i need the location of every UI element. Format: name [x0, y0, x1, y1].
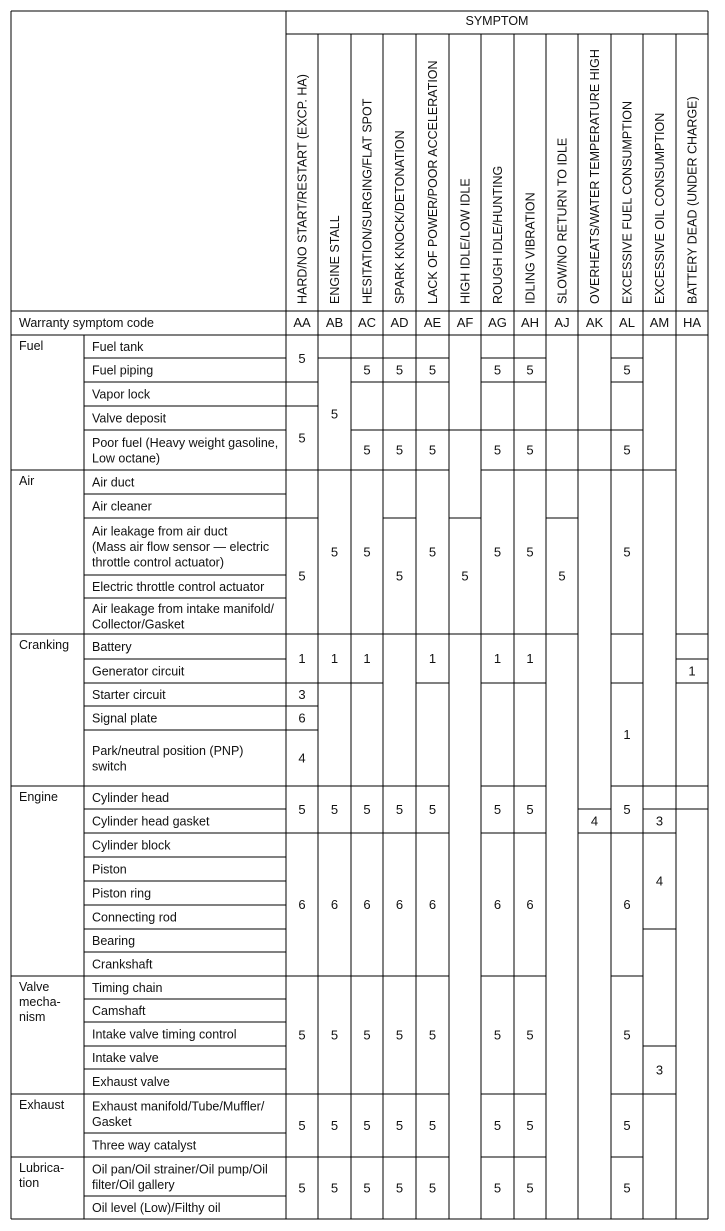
- priority-value: 6: [330, 897, 339, 912]
- priority-value: 5: [428, 442, 437, 458]
- priority-value: 5: [395, 442, 404, 458]
- priority-value: 1: [526, 651, 534, 666]
- warranty-code-label: Warranty symptom code: [19, 316, 154, 330]
- item-label: Timing chain: [92, 981, 163, 995]
- warranty-code: AD: [390, 315, 409, 330]
- priority-value: 5: [526, 544, 534, 560]
- item-label: Air leakage from intake manifold/: [92, 601, 275, 616]
- priority-value: 5: [298, 1027, 306, 1043]
- warranty-code: HA: [682, 315, 702, 330]
- priority-value: 5: [298, 351, 306, 366]
- item-label: Electric throttle control actuator: [92, 580, 265, 594]
- symptom-name: IDLING VIBRATION: [523, 192, 538, 304]
- priority-value: 5: [493, 1180, 502, 1196]
- priority-value: 5: [526, 1027, 534, 1043]
- priority-value: 5: [298, 1118, 306, 1133]
- priority-value: 5: [493, 442, 502, 458]
- priority-value: 6: [526, 897, 534, 912]
- item-label: Piston: [92, 862, 127, 877]
- priority-value: 5: [428, 362, 437, 378]
- priority-value: 5: [395, 1180, 404, 1196]
- item-label: Crankshaft: [92, 957, 153, 972]
- item-label: Low octane): [92, 451, 161, 466]
- warranty-code: AM: [649, 315, 670, 330]
- priority-value: 5: [526, 442, 534, 458]
- item-label: throttle control actuator): [92, 555, 225, 570]
- system-name: Lubrica-: [19, 1161, 65, 1175]
- system-name: Engine: [19, 790, 58, 804]
- warranty-code: AH: [520, 315, 540, 330]
- warranty-code: AA: [293, 315, 311, 330]
- priority-value: 1: [623, 727, 631, 742]
- priority-value: 5: [363, 1027, 371, 1043]
- item-label: Cylinder head: [92, 791, 170, 805]
- priority-value: 5: [395, 1118, 404, 1133]
- priority-value: 5: [395, 1027, 404, 1043]
- priority-value: 5: [395, 802, 404, 817]
- symptom-name: EXCESSIVE OIL CONSUMPTION: [653, 112, 667, 304]
- priority-value: 5: [428, 544, 437, 560]
- priority-value: 5: [428, 1118, 437, 1133]
- priority-value: 5: [493, 802, 502, 817]
- symptom-name: SPARK KNOCK/DETONATION: [393, 130, 407, 304]
- warranty-code: AL: [619, 315, 635, 330]
- system-name: Valve: [19, 980, 50, 994]
- system-name: tion: [19, 1176, 40, 1190]
- priority-value: 5: [623, 802, 631, 817]
- item-label: Air cleaner: [92, 499, 152, 514]
- item-label: Oil level (Low)/Filthy oil: [92, 1201, 221, 1215]
- item-label: Vapor lock: [92, 387, 151, 402]
- item-label: Cylinder block: [92, 838, 171, 853]
- item-label: Exhaust valve: [92, 1075, 170, 1089]
- item-label: Collector/Gasket: [92, 617, 185, 632]
- item-label: Signal plate: [92, 711, 158, 726]
- item-label: (Mass air flow sensor — electric: [92, 540, 270, 554]
- item-label: Bearing: [92, 934, 136, 948]
- priority-value: 5: [330, 1180, 339, 1196]
- priority-value: 6: [363, 897, 371, 912]
- symptom-name: ENGINE STALL: [328, 215, 342, 304]
- priority-value: 5: [461, 568, 469, 584]
- priority-value: 5: [623, 1118, 631, 1133]
- item-label: Gasket: [92, 1114, 132, 1129]
- item-label: switch: [92, 759, 127, 774]
- priority-value: 5: [298, 1180, 306, 1196]
- system-name: mecha-: [19, 995, 61, 1009]
- item-label: Park/neutral position (PNP): [92, 743, 244, 758]
- item-label: filter/Oil gallery: [92, 1177, 175, 1192]
- priority-value: 6: [298, 710, 306, 726]
- priority-value: 5: [363, 442, 371, 458]
- priority-value: 5: [363, 802, 371, 817]
- system-name: Fuel: [19, 339, 44, 353]
- warranty-code: AK: [585, 315, 604, 330]
- item-label: Oil pan/Oil strainer/Oil pump/Oil: [92, 1162, 268, 1177]
- item-label: Valve deposit: [92, 411, 167, 426]
- priority-value: 6: [623, 897, 631, 912]
- priority-value: 5: [428, 802, 437, 817]
- priority-value: 5: [526, 1180, 534, 1196]
- priority-value: 5: [298, 430, 306, 446]
- item-label: Starter circuit: [92, 688, 166, 702]
- priority-value: 5: [298, 568, 306, 584]
- priority-value: 6: [428, 897, 437, 912]
- priority-value: 5: [526, 1118, 534, 1133]
- symptom-heading: SYMPTOM: [465, 14, 529, 28]
- symptom-name: LACK OF POWER/POOR ACCELERATION: [426, 60, 440, 304]
- priority-value: 3: [655, 813, 664, 829]
- item-label: Connecting rod: [92, 910, 177, 925]
- priority-value: 5: [363, 362, 371, 378]
- system-name: nism: [19, 1010, 46, 1024]
- priority-value: 3: [655, 1062, 664, 1078]
- symptom-name: EXCESSIVE FUEL CONSUMPTION: [620, 100, 635, 304]
- warranty-code: AJ: [554, 315, 570, 330]
- priority-value: 6: [493, 897, 502, 912]
- priority-value: 5: [623, 442, 631, 458]
- priority-value: 5: [526, 802, 534, 817]
- priority-value: 5: [330, 406, 339, 422]
- item-label: Cylinder head gasket: [92, 814, 210, 829]
- priority-value: 5: [623, 362, 631, 378]
- priority-value: 5: [330, 544, 339, 560]
- priority-value: 5: [493, 1118, 502, 1133]
- priority-value: 4: [298, 750, 306, 766]
- symptom-name: SLOW/NO RETURN TO IDLE: [555, 137, 570, 304]
- symptom-name: OVERHEATS/WATER TEMPERATURE HIGH: [588, 49, 602, 304]
- priority-value: 5: [493, 1027, 502, 1043]
- item-label: Generator circuit: [92, 664, 185, 679]
- symptom-name: HARD/NO START/RESTART (EXCP. HA): [295, 74, 310, 304]
- priority-value: 4: [590, 813, 599, 829]
- priority-value: 5: [298, 802, 306, 817]
- item-label: Poor fuel (Heavy weight gasoline,: [92, 435, 279, 450]
- priority-value: 5: [623, 1027, 631, 1043]
- system-name: Exhaust: [19, 1098, 65, 1112]
- system-name: Cranking: [19, 638, 70, 652]
- priority-value: 5: [493, 362, 502, 378]
- system-name: Air: [19, 474, 35, 488]
- priority-value: 5: [363, 544, 371, 560]
- priority-value: 1: [428, 651, 437, 666]
- priority-value: 6: [395, 897, 404, 912]
- warranty-code: AE: [423, 315, 442, 330]
- warranty-code: AC: [357, 315, 377, 330]
- priority-value: 4: [655, 873, 664, 889]
- priority-value: 6: [298, 897, 306, 912]
- priority-value: 5: [623, 1180, 631, 1196]
- item-label: Three way catalyst: [92, 1138, 197, 1153]
- priority-value: 5: [623, 544, 631, 560]
- warranty-code: AB: [325, 315, 344, 330]
- item-label: Fuel tank: [92, 340, 144, 354]
- symptom-name: HIGH IDLE/LOW IDLE: [458, 178, 473, 304]
- item-label: Battery: [92, 640, 132, 654]
- priority-value: 1: [330, 651, 339, 666]
- warranty-code: AG: [488, 315, 507, 330]
- priority-value: 5: [428, 1180, 437, 1196]
- item-label: Air leakage from air duct: [92, 524, 228, 539]
- item-label: Fuel piping: [92, 363, 154, 378]
- priority-value: 5: [363, 1180, 371, 1196]
- priority-value: 1: [688, 663, 696, 679]
- item-label: Air duct: [92, 475, 135, 490]
- item-label: Intake valve: [92, 1051, 159, 1065]
- item-label: Piston ring: [92, 886, 152, 901]
- priority-value: 1: [493, 651, 502, 666]
- symptom-name: BATTERY DEAD (UNDER CHARGE): [685, 96, 700, 304]
- priority-value: 5: [395, 568, 404, 584]
- priority-value: 5: [428, 1027, 437, 1043]
- priority-value: 5: [558, 568, 566, 584]
- priority-value: 5: [493, 544, 502, 560]
- symptom-name: ROUGH IDLE/HUNTING: [491, 165, 505, 304]
- warranty-code: AF: [456, 315, 474, 330]
- item-label: Exhaust manifold/Tube/Muffler/: [92, 1099, 265, 1114]
- priority-value: 5: [330, 1027, 339, 1043]
- priority-value: 3: [298, 687, 306, 702]
- priority-value: 5: [330, 1118, 339, 1133]
- priority-value: 5: [395, 362, 404, 378]
- priority-value: 5: [526, 362, 534, 378]
- priority-value: 5: [330, 802, 339, 817]
- priority-value: 5: [363, 1118, 371, 1133]
- item-label: Camshaft: [92, 1004, 146, 1018]
- priority-value: 1: [298, 651, 306, 666]
- item-label: Intake valve timing control: [92, 1027, 237, 1042]
- priority-value: 1: [363, 651, 371, 666]
- symptom-name: HESITATION/SURGING/FLAT SPOT: [360, 98, 375, 304]
